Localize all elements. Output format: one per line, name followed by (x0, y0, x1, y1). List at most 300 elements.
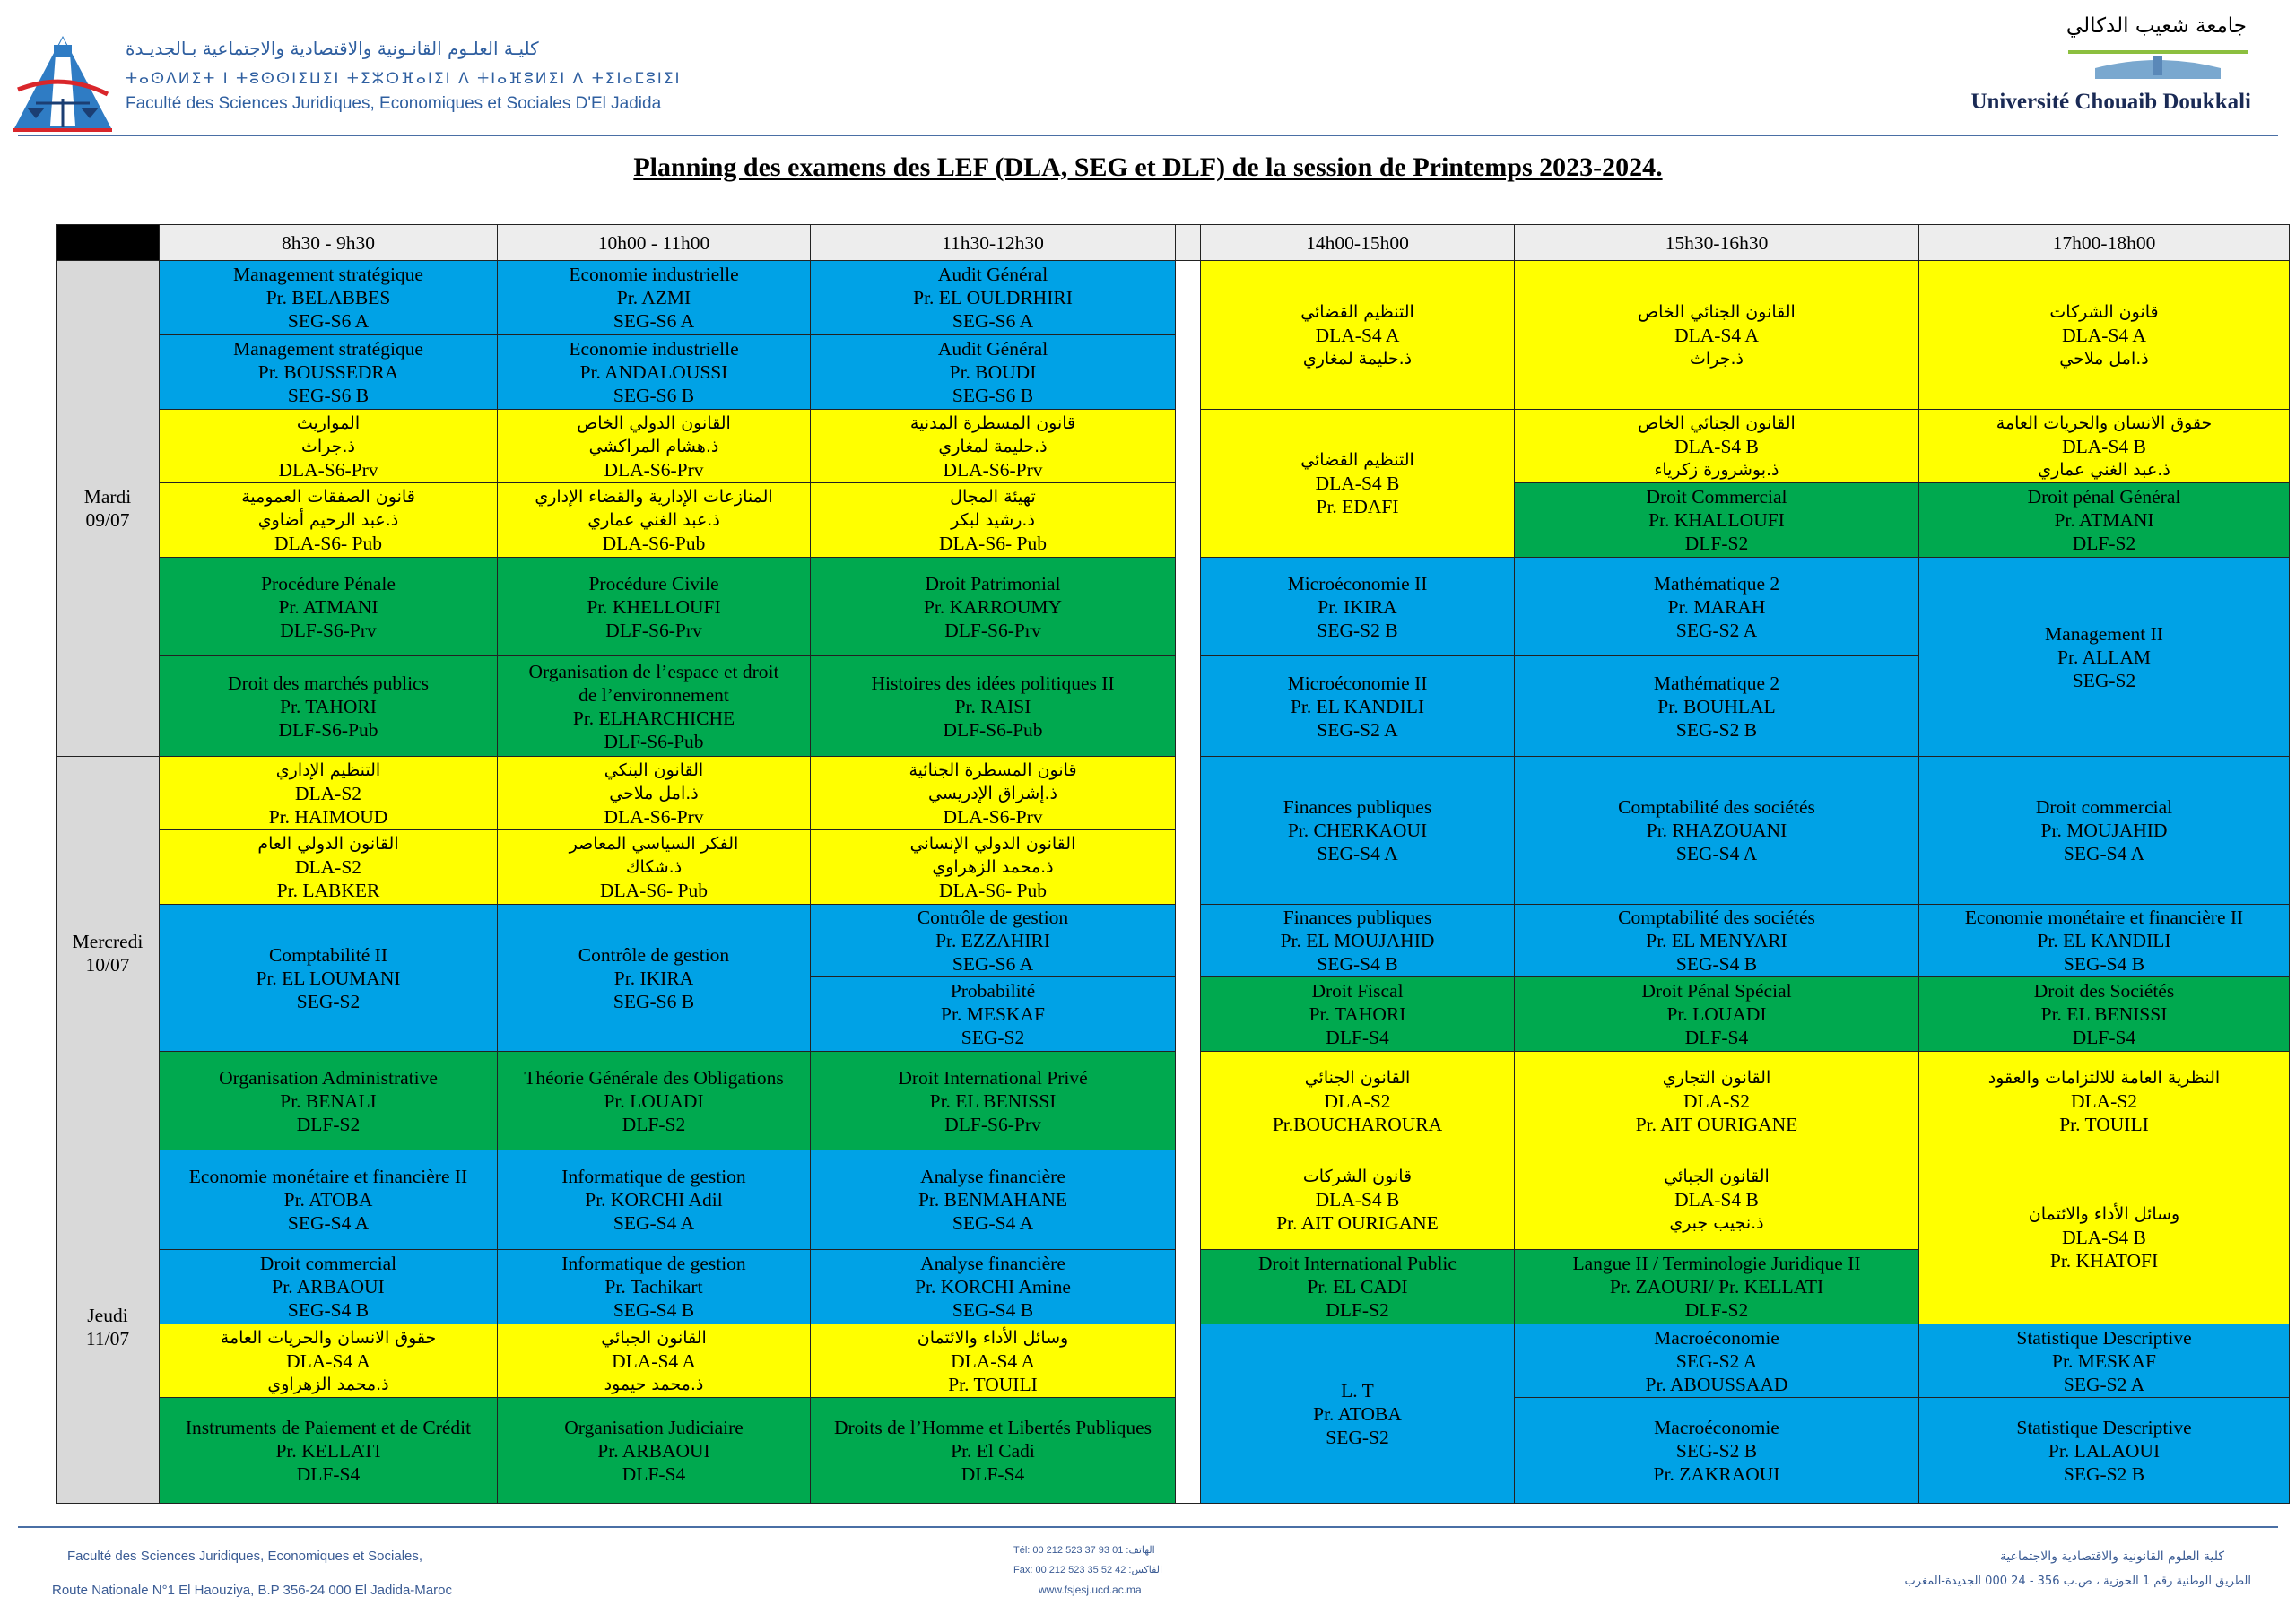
exam-cell-line: ذ.محمد حيمود (604, 1374, 704, 1394)
day-label (56, 260, 160, 757)
exam-cell-line: Pr. KHELLOUFI (587, 595, 721, 618)
exam-cell-line: Pr. LABKER (276, 880, 380, 901)
exam-cell (1514, 1249, 1919, 1324)
exam-cell (159, 756, 498, 830)
exam-cell-line: Droit commercial (2035, 796, 2173, 818)
exam-cell (159, 1397, 498, 1504)
exam-cell-line: SEG-S6 A (952, 953, 1034, 975)
exam-cell-line: Mathématique 2 (1653, 672, 1780, 694)
exam-cell-line: Pr. AZMI (616, 287, 691, 308)
exam-cell-line: المنازعات الإدارية والقضاء الإداري (535, 487, 773, 507)
exam-cell-line: SEG-S2 (1326, 1426, 1389, 1448)
exam-cell-line: SEG-S4 B (952, 1299, 1034, 1321)
exam-cell (810, 557, 1176, 656)
exam-cell-line: Droit Patrimonial (925, 572, 1061, 595)
exam-cell (159, 1051, 498, 1150)
exam-cell (810, 409, 1176, 483)
footer-faculty-fr: Faculté des Sciences Juridiques, Economiques et Sociales, (67, 1549, 423, 1564)
exam-cell-line: Pr. EL BENISSI (929, 1089, 1057, 1112)
exam-cell (497, 1324, 811, 1398)
exam-cell (1918, 1397, 2290, 1504)
exam-cell-line: Droit des marchés publics (228, 672, 429, 694)
exam-cell-line: المواريث (296, 412, 361, 433)
exam-cell (159, 482, 498, 558)
footer-divider (18, 1526, 2278, 1528)
exam-cell-line: القانون الجبائي (1664, 1167, 1770, 1186)
exam-cell-line: DLF-S2 (1684, 1299, 1749, 1321)
exam-cell-line: Organisation de l’espace et droit (528, 660, 779, 682)
exam-cell (1200, 409, 1515, 558)
exam-cell-line: Droit pénal Général (2027, 486, 2181, 508)
exam-cell-line: SEG-S4 B (2063, 953, 2145, 975)
exam-cell-line: ذ.شكاك (625, 857, 683, 877)
exam-cell-line: Pr. MESKAF (2052, 1350, 2156, 1372)
exam-cell-line: حقوق الانسان والحريات العامة (1996, 412, 2213, 433)
exam-cell-line: Pr. ZAOURI/ Pr. KELLATI (1609, 1276, 1824, 1298)
exam-cell (1918, 756, 2290, 905)
exam-cell (1918, 409, 2290, 483)
exam-cell-line: Pr. HAIMOUD (268, 805, 388, 828)
exam-cell-line: Analyse financière (920, 1166, 1065, 1187)
exam-cell-line: SEG-S4 A (1675, 843, 1758, 864)
exam-cell (1514, 260, 1919, 410)
exam-cell (810, 904, 1176, 977)
exam-cell-line: DLA-S4 B (2062, 435, 2146, 457)
exam-cell-line: DLA-S4 A (2062, 324, 2146, 346)
exam-cell-line: SEG-S6 B (952, 385, 1034, 406)
exam-cell-line: Economie monétaire et financière II (1964, 907, 2244, 928)
exam-cell-line: Pr. BOUSSEDRA (257, 361, 399, 383)
exam-cell-line: SEG-S2 B (2063, 1462, 2145, 1485)
exam-cell-line: SEG-S2 (2072, 669, 2136, 691)
exam-cell-line: DLA-S4 B (1315, 473, 1400, 494)
exam-cell (497, 1249, 811, 1324)
exam-cell-line: DLF-S2 (1326, 1299, 1389, 1321)
footer-faculty-ar: كلية العلوم القانونية والاقتصادية والاجتماعية (1999, 1549, 2224, 1564)
time-slot-header: 15h30-16h30 (1514, 224, 1919, 261)
exam-cell-line: DLF-S6-Pub (604, 730, 704, 752)
exam-cell-line: SEG-S4 B (613, 1299, 695, 1321)
exam-cell (497, 334, 811, 410)
exam-cell-line: L. T (1341, 1379, 1374, 1402)
exam-cell-line: Statistique Descriptive (2016, 1416, 2192, 1438)
exam-cell-line: Pr. EL CADI (1307, 1276, 1408, 1298)
exam-cell-line: ذ.هشام المراكشي (588, 436, 719, 456)
exam-cell-line: Pr. EL MENYARI (1646, 930, 1787, 951)
exam-cell-line: Pr. EZZAHIRI (935, 930, 1050, 951)
exam-cell-line: Pr. CHERKAOUI (1287, 820, 1428, 841)
exam-cell-line: تهيئة المجال (950, 487, 1036, 507)
exam-cell-line: Pr. El Cadi (951, 1439, 1035, 1462)
exam-cell-line: Pr. TOUILI (948, 1373, 1038, 1395)
exam-cell (497, 655, 811, 757)
exam-cell-line: DLF-S4 (1326, 1027, 1389, 1048)
exam-cell-line: Pr. AIT OURIGANE (1635, 1113, 1798, 1135)
exam-cell-line: DLA-S4 B (2062, 1226, 2146, 1248)
exam-cell (1514, 904, 1919, 977)
exam-cell-line: القانون الجنائي الخاص (1638, 412, 1796, 433)
exam-cell-line: Droit Commercial (1646, 486, 1787, 508)
exam-cell (810, 1051, 1176, 1150)
day-label (56, 1150, 160, 1504)
exam-cell-line: النظرية العامة للالتزامات والعقود (1987, 1067, 2221, 1088)
exam-cell (1918, 976, 2290, 1052)
exam-cell (159, 655, 498, 757)
exam-cell-line: SEG-S4 A (2063, 843, 2145, 864)
exam-cell (810, 482, 1176, 558)
exam-cell (1200, 1324, 1515, 1504)
time-slot-header: 14h00-15h00 (1200, 224, 1515, 261)
exam-cell-line: القانون الدولي العام (257, 834, 399, 854)
exam-cell-line: القانون الجنائي (1304, 1067, 1411, 1088)
exam-cell-line: القانون التجاري (1662, 1067, 1771, 1088)
exam-cell-line: Contrôle de gestion (578, 943, 730, 966)
exam-cell-line: SEG-S6 A (613, 310, 695, 332)
university-name-arabic: جامعة شعيب الدكالي (2066, 14, 2247, 38)
exam-cell (810, 829, 1176, 905)
exam-cell (810, 655, 1176, 757)
exam-cell (1514, 1051, 1919, 1150)
exam-cell-line: DLF-S4 (296, 1462, 361, 1485)
exam-cell-line: SEG-S2 B (1675, 718, 1758, 741)
exam-cell-line: Pr. EL OULDRHIRI (913, 287, 1073, 308)
lunch-gap (1175, 260, 1201, 1504)
exam-cell-line: Probabilité (950, 980, 1036, 1002)
exam-cell (1200, 976, 1515, 1052)
exam-cell-line: DLA-S6-Prv (604, 805, 704, 828)
exam-cell-line: Pr. EL LOUMANI (256, 967, 401, 989)
exam-cell-line: DLA-S4 A (286, 1350, 370, 1372)
day-date: 11/07 (85, 1327, 130, 1350)
exam-cell-line: قانون الشركات (1302, 1167, 1413, 1186)
exam-cell-line: Procédure Civile (588, 572, 719, 595)
faculty-name-french: Faculté des Sciences Juridiques, Economiques et Sociales D'El Jadida (126, 94, 662, 113)
exam-cell-line: Pr. TAHORI (1309, 1003, 1406, 1025)
exam-cell (159, 557, 498, 656)
exam-cell-line: Pr. MESKAF (941, 1003, 1045, 1025)
exam-cell-line: ذ.محمد الزهراوي (267, 1374, 389, 1394)
day-name: Mardi (83, 486, 132, 508)
exam-cell-line: القانون الجبائي (601, 1327, 707, 1348)
exam-cell-line: ذ.جراث (1690, 348, 1744, 369)
exam-cell-line: Economie industrielle (569, 264, 739, 285)
exam-cell-line: Organisation Administrative (219, 1066, 438, 1089)
exam-cell-line: SEG-S2 A (1675, 1350, 1758, 1372)
exam-cell-line: SEG-S4 A (287, 1212, 370, 1234)
exam-cell-line: SEG-S2 A (1317, 718, 1398, 741)
day-name: Jeudi (87, 1304, 128, 1326)
exam-cell-line: Informatique de gestion (561, 1253, 746, 1274)
exam-cell (1200, 1150, 1515, 1250)
exam-cell (1200, 1249, 1515, 1324)
exam-cell-line: القانون البنكي (604, 759, 704, 780)
exam-cell-line: SEG-S4 A (613, 1212, 695, 1234)
exam-cell (1200, 260, 1515, 410)
exam-cell-line: SEG-S2 B (1675, 1439, 1758, 1462)
exam-cell-line: Pr. BOUDI (949, 361, 1037, 383)
exam-cell-line: DLA-S2 (2070, 1089, 2138, 1112)
exam-cell-line: Pr. ATMANI (2054, 509, 2154, 531)
time-slot-header: 10h00 - 11h00 (497, 224, 811, 261)
exam-cell-line: قانون المسطرة الجنائية (909, 759, 1077, 780)
exam-cell-line: DLF-S4 (2072, 1027, 2136, 1048)
exam-cell-line: Macroéconomie (1654, 1326, 1779, 1349)
exam-cell-line: القانون الجنائي الخاص (1638, 301, 1796, 322)
exam-cell-line: Histoires des idées politiques II (871, 672, 1115, 694)
exam-cell-line: Finances publiques (1283, 907, 1432, 928)
exam-cell-line: Macroéconomie (1654, 1416, 1779, 1438)
exam-cell (1918, 260, 2290, 410)
exam-cell-line: Droit Pénal Spécial (1641, 980, 1792, 1002)
exam-cell-line: SEG-S6 B (613, 990, 695, 1012)
exam-cell-line: Mathématique 2 (1653, 572, 1780, 595)
exam-cell-line: Pr. MOUJAHID (2040, 820, 2168, 841)
exam-cell-line: DLA-S6-Prv (943, 458, 1043, 481)
exam-cell (159, 1324, 498, 1398)
exam-cell-line: DLF-S4 (961, 1462, 1025, 1485)
exam-cell-line: Théorie Générale des Obligations (524, 1066, 784, 1089)
exam-cell-line: DLA-S6- Pub (274, 533, 383, 554)
exam-cell-line: DLA-S4 A (1315, 324, 1400, 346)
exam-cell-line: DLA-S6- Pub (599, 880, 709, 901)
exam-cell-line: Pr. ELHARCHICHE (572, 707, 735, 729)
exam-cell-line: Pr. EL MOUJAHID (1280, 930, 1435, 951)
exam-cell (497, 409, 811, 483)
exam-cell-line: Pr. BENMAHANE (918, 1189, 1068, 1211)
exam-cell-line: ذ.عبد الغني عماري (587, 510, 720, 530)
exam-cell (1918, 557, 2290, 757)
exam-cell-line: Pr.BOUCHAROURA (1272, 1113, 1443, 1135)
exam-cell (1918, 1051, 2290, 1150)
exam-cell (159, 904, 498, 1052)
exam-cell-line: Pr. ANDALOUSSI (579, 361, 728, 383)
exam-cell (1200, 904, 1515, 977)
exam-cell-line: SEG-S6 A (287, 310, 370, 332)
exam-cell-line: Pr. BENALI (280, 1089, 377, 1112)
exam-cell-line: ذ.إشراق الإدريسي (927, 783, 1058, 803)
exam-cell-line: SEG-S4 B (1317, 953, 1398, 975)
exam-cell-line: SEG-S2 A (2063, 1373, 2145, 1395)
exam-cell-line: DLA-S4 A (612, 1350, 696, 1372)
exam-cell-line: القانون الدولي الخاص (577, 412, 731, 433)
exam-cell-line: DLF-S6-Prv (944, 1113, 1041, 1135)
exam-cell (497, 829, 811, 905)
exam-cell (810, 976, 1176, 1052)
exam-cell-line: القانون الدولي الإنساني (909, 834, 1076, 854)
exam-cell-line: DLF-S2 (2072, 533, 2136, 554)
exam-cell-line: Pr. KELLATI (275, 1439, 381, 1462)
day-date: 10/07 (85, 954, 130, 976)
exam-cell (810, 334, 1176, 410)
exam-cell (810, 1150, 1176, 1250)
exam-cell-line: ذ.نجيب جبري (1669, 1213, 1764, 1233)
exam-cell (497, 557, 811, 656)
header-gap (1175, 224, 1201, 261)
exam-cell-line: Droit des Sociétés (2033, 980, 2175, 1002)
exam-cell-line: DLA-S2 (294, 782, 362, 804)
day-date: 09/07 (85, 509, 130, 531)
exam-cell-line: وسائل الأداء والائتمان (917, 1327, 1069, 1348)
exam-cell (1200, 557, 1515, 656)
university-name-french: Université Chouaib Doukkali (1970, 90, 2251, 114)
exam-cell-line: Management stratégique (233, 338, 423, 360)
exam-cell-line: التنظيم الإداري (275, 759, 381, 780)
exam-cell-line: DLA-S4 A (1674, 324, 1759, 346)
exam-cell-line: ذ.حليمة لمغاري (1302, 348, 1413, 369)
exam-cell-line: Pr. IKIRA (613, 967, 694, 989)
exam-cell (1918, 1150, 2290, 1324)
exam-cell-line: DLA-S6-Prv (604, 458, 704, 481)
exam-cell-line: Pr. EL KANDILI (2037, 930, 2171, 951)
exam-cell-line: ذ.عبد الغني عماري (2038, 459, 2170, 480)
exam-cell-line: SEG-S4 A (952, 1212, 1034, 1234)
exam-cell-line: Pr. TOUILI (2059, 1113, 2149, 1135)
exam-cell-line: Statistique Descriptive (2016, 1326, 2192, 1349)
exam-cell-line: حقوق الانسان والحريات العامة (220, 1327, 437, 1348)
exam-cell-line: ذ.امل ملاحي (2059, 348, 2149, 369)
exam-cell (1514, 756, 1919, 905)
exam-cell (1200, 756, 1515, 905)
faculty-name-arabic: كليـة العلـوم القانـونية والاقتصادية والاجتماعية بـالجديـدة (126, 38, 539, 59)
faculty-name-tifinagh: ⵜⴰⵙⴷⵍⵉⵜ ⵏ ⵜⵓⵙⵙⵏⵉⵡⵉⵏ ⵜⵉⵣⵔⴼⴰⵏⵉⵏ ⴷ ⵜⵏⴰⴼⵓⵍⵉⵏ ⴷ ⵜⵉⵏⴰⵎⵓⵏⵉⵏ (126, 70, 682, 88)
exam-cell-line: Pr. KORCHI Adil (585, 1189, 723, 1211)
exam-cell (1200, 1051, 1515, 1150)
exam-cell-line: Economie industrielle (569, 338, 739, 360)
exam-cell-line: DLA-S6-Prv (943, 805, 1043, 828)
exam-cell (1514, 557, 1919, 656)
exam-cell (1514, 655, 1919, 757)
exam-cell-line: Microéconomie II (1287, 672, 1428, 694)
exam-cell-line: DLF-S2 (1684, 533, 1749, 554)
exam-cell-line: DLF-S2 (296, 1113, 361, 1135)
exam-cell-line: Pr. AIT OURIGANE (1276, 1212, 1439, 1234)
exam-cell-line: Pr. ALLAM (2057, 646, 2151, 668)
exam-cell-line: SEG-S4 B (287, 1299, 370, 1321)
exam-cell-line: قانون الشركات (2049, 301, 2159, 322)
exam-cell (497, 1051, 811, 1150)
exam-cell-line: Pr. ATOBA (1313, 1402, 1402, 1425)
exam-cell-line: DLA-S4 B (1674, 435, 1759, 457)
exam-cell (810, 756, 1176, 830)
time-slot-header: 11h30-12h30 (810, 224, 1176, 261)
exam-cell (159, 334, 498, 410)
exam-cell (810, 1397, 1176, 1504)
exam-cell-line: DLA-S6- Pub (938, 880, 1048, 901)
exam-cell-line: Pr. ATMANI (278, 595, 378, 618)
exam-cell-line: Pr. ARBAOUI (597, 1439, 710, 1462)
exam-cell-line: Audit Général (937, 338, 1048, 360)
exam-cell-line: DLF-S4 (1684, 1027, 1749, 1048)
exam-cell-line: Pr. RAISI (954, 695, 1031, 717)
exam-cell-line: Pr. BELABBES (265, 287, 391, 308)
exam-cell-line: Audit Général (937, 264, 1048, 285)
exam-cell (497, 756, 811, 830)
exam-cell-line: SEG-S2 (961, 1027, 1025, 1048)
exam-cell-line: DLF-S2 (622, 1113, 686, 1135)
exam-cell (1918, 1324, 2290, 1398)
exam-cell-line: Pr. KORCHI Amine (915, 1276, 1071, 1298)
exam-cell-line: Droits de l’Homme et Libertés Publiques (833, 1416, 1152, 1438)
exam-cell-line: DLF-S6-Prv (280, 619, 377, 641)
exam-cell-line: DLA-S2 (294, 856, 362, 878)
exam-cell (1514, 409, 1919, 483)
exam-cell-line: SEG-S2 A (1675, 619, 1758, 641)
exam-cell-line: SEG-S6 B (613, 385, 695, 406)
exam-cell-line: SEG-S4 A (1317, 843, 1398, 864)
footer-address-ar: الطريق الوطنية رقم 1 الحوزية ، ص.ب 356 - 24 000 الجديدة-المغرب (1904, 1575, 2251, 1588)
exam-cell-line: Pr. ABOUSSAAD (1645, 1373, 1788, 1395)
exam-cell (497, 1397, 811, 1504)
exam-cell-line: Contrôle de gestion (917, 907, 1069, 928)
exam-cell-line: DLA-S6- Pub (938, 533, 1048, 554)
exam-cell-line: SEG-S2 (296, 990, 361, 1012)
footer-address-fr: Route Nationale N°1 El Haouziya, B.P 356-24 000 El Jadida-Maroc (52, 1583, 452, 1598)
exam-cell-line: Management II (2045, 622, 2163, 645)
exam-cell-line: Pr. EL BENISSI (2040, 1003, 2168, 1025)
exam-cell-line: DLA-S4 A (951, 1350, 1035, 1372)
footer-fax: Fax: 00 212 523 35 52 42 :الفاكس (1013, 1565, 1163, 1575)
exam-cell-line: التنظيم القضائي (1300, 450, 1414, 470)
exam-cell-line: Analyse financière (920, 1253, 1065, 1274)
exam-cell-line: DLA-S2 (1683, 1089, 1751, 1112)
exam-cell-line: Pr. LOUADI (604, 1089, 704, 1112)
exam-cell (1200, 655, 1515, 757)
exam-cell-line: Pr. TAHORI (280, 695, 377, 717)
exam-cell-line: DLF-S6-Prv (605, 619, 702, 641)
exam-cell-line: DLF-S6-Pub (278, 718, 378, 741)
exam-cell-line: Finances publiques (1283, 796, 1432, 818)
exam-cell (1918, 482, 2290, 558)
exam-cell-line: Pr. ZAKRAOUI (1653, 1462, 1780, 1485)
time-slot-header: 8h30 - 9h30 (159, 224, 498, 261)
exam-cell-line: Microéconomie II (1287, 572, 1428, 595)
exam-cell-line: Economie monétaire et financière II (188, 1166, 468, 1187)
exam-cell-line: التنظيم القضائي (1300, 301, 1414, 322)
exam-cell-line: Organisation Judiciaire (564, 1416, 744, 1438)
exam-cell-line: Comptabilité II (269, 943, 387, 966)
exam-cell-line: SEG-S6 A (952, 310, 1034, 332)
exam-cell-line: Droit International Privé (898, 1066, 1088, 1089)
exam-cell (1514, 1150, 1919, 1250)
exam-cell-line: Instruments de Paiement et de Crédit (185, 1416, 472, 1438)
exam-cell-line: DLA-S4 B (1315, 1189, 1400, 1211)
exam-cell-line: Management stratégique (233, 264, 423, 285)
exam-cell-line: Comptabilité des sociétés (1618, 796, 1815, 818)
exam-cell-line: DLA-S6-Pub (602, 533, 706, 554)
exam-cell-line: Pr. EDAFI (1316, 496, 1399, 517)
exam-cell-line: ذ.محمد الزهراوي (932, 857, 1054, 877)
exam-cell-line: Pr. BOUHLAL (1657, 695, 1776, 717)
exam-cell-line: الفكر السياسي المعاصر (569, 834, 739, 854)
exam-cell (159, 409, 498, 483)
exam-cell-line: قانون المسطرة المدنية (909, 412, 1076, 433)
exam-cell (1514, 1397, 1919, 1504)
exam-cell (1918, 904, 2290, 977)
exam-cell (159, 829, 498, 905)
exam-cell-line: ذ.امل ملاحي (609, 783, 699, 803)
exam-cell-line: ذ.جراث (301, 436, 355, 456)
exam-cell (159, 1150, 498, 1250)
time-slot-header: 17h00-18h00 (1918, 224, 2290, 261)
exam-cell (159, 1249, 498, 1324)
exam-cell-line: Pr. RHAZOUANI (1646, 820, 1787, 841)
exam-cell-line: وسائل الأداء والائتمان (2028, 1203, 2180, 1224)
exam-cell-line: Pr. MARAH (1667, 595, 1766, 618)
exam-cell-line: de l’environnement (578, 683, 729, 706)
exam-cell (810, 1324, 1176, 1398)
exam-cell (1514, 976, 1919, 1052)
exam-cell-line: Pr. LOUADI (1666, 1003, 1767, 1025)
